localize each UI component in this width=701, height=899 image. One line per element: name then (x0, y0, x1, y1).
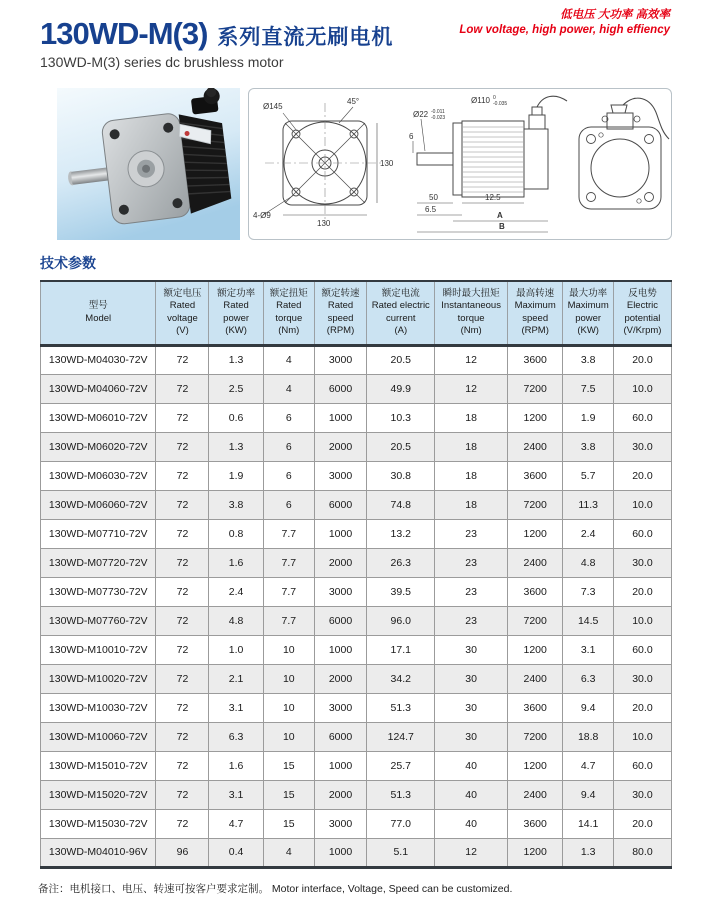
dim-key-width: 6 (409, 132, 414, 141)
cell-value: 5.1 (367, 838, 435, 867)
cell-value: 15 (263, 780, 314, 809)
cell-value: 6 (263, 403, 314, 432)
cell-value: 4.7 (563, 751, 613, 780)
dimension-drawing (249, 89, 671, 239)
motor-photo-illustration (57, 88, 240, 240)
dim-shaft-len: 50 (429, 193, 438, 202)
cell-value: 1000 (314, 403, 366, 432)
table-row (41, 374, 672, 403)
column-header: 反电势 Electric potential (V/Krpm) (613, 281, 671, 345)
cell-value: 12 (435, 345, 508, 374)
cell-value: 9.4 (563, 693, 613, 722)
cell-value: 30 (435, 635, 508, 664)
cell-model: 130WD-M10010-72V (41, 635, 156, 664)
section-title: 技术参数 (40, 255, 96, 271)
cell-value: 30 (435, 722, 508, 751)
cell-value: 1.6 (209, 548, 263, 577)
cell-value: 3600 (507, 345, 563, 374)
cell-value: 3.8 (563, 345, 613, 374)
cell-value: 18 (435, 403, 508, 432)
cell-value: 7200 (507, 374, 563, 403)
cell-value: 7.7 (263, 548, 314, 577)
dim-shaft-dia: Ø22 (413, 110, 429, 119)
cell-value: 1200 (507, 751, 563, 780)
cell-value: 6000 (314, 722, 366, 751)
dim-body-dia: Ø110 (471, 96, 490, 105)
page-header (40, 16, 393, 70)
cell-value: 72 (156, 577, 209, 606)
cell-value: 74.8 (367, 490, 435, 519)
cell-value: 0.6 (209, 403, 263, 432)
cell-value: 72 (156, 490, 209, 519)
cell-value: 1.3 (563, 838, 613, 867)
cell-value: 7200 (507, 722, 563, 751)
footnote-cn: 备注：电机接口、电压、转速可按客户要求定制。 (38, 883, 269, 895)
cell-value: 72 (156, 635, 209, 664)
cell-value: 20.0 (613, 461, 671, 490)
dimension-drawing-panel (248, 88, 672, 240)
cell-value: 26.3 (367, 548, 435, 577)
spec-table-body (41, 345, 672, 867)
table-row (41, 461, 672, 490)
cell-value: 6.3 (209, 722, 263, 751)
table-row (41, 548, 672, 577)
cell-value: 40 (435, 780, 508, 809)
cell-model: 130WD-M06060-72V (41, 490, 156, 519)
tagline-en: Low voltage, high power, high effiency (459, 24, 670, 36)
cell-value: 3600 (507, 461, 563, 490)
cell-value: 7.7 (263, 606, 314, 635)
cell-model: 130WD-M04010-96V (41, 838, 156, 867)
cell-model: 130WD-M10030-72V (41, 693, 156, 722)
cell-value: 7.3 (563, 577, 613, 606)
cell-value: 23 (435, 548, 508, 577)
cell-value: 72 (156, 780, 209, 809)
cell-model: 130WD-M06030-72V (41, 461, 156, 490)
cell-model: 130WD-M15010-72V (41, 751, 156, 780)
cell-value: 2.5 (209, 374, 263, 403)
cell-value: 60.0 (613, 751, 671, 780)
cell-value: 3.8 (209, 490, 263, 519)
cell-value: 7.7 (263, 577, 314, 606)
cell-value: 1200 (507, 519, 563, 548)
cell-value: 2000 (314, 432, 366, 461)
cell-model: 130WD-M07760-72V (41, 606, 156, 635)
cell-value: 80.0 (613, 838, 671, 867)
dim-shaft-tol-lower: -0.023 (431, 115, 446, 121)
spec-table-head (41, 281, 672, 345)
cell-value: 1.0 (209, 635, 263, 664)
tagline-cn: 低电压 大功率 高效率 (560, 9, 670, 21)
cell-value: 72 (156, 461, 209, 490)
series-title-cn: 系列直流无刷电机 (217, 26, 394, 49)
column-header: 型号 Model (41, 281, 156, 345)
cell-value: 1.3 (209, 432, 263, 461)
table-row (41, 780, 672, 809)
column-header: 额定电压 Rated voltage (V) (156, 281, 209, 345)
cell-value: 60.0 (613, 519, 671, 548)
cell-value: 72 (156, 403, 209, 432)
cell-value: 12 (435, 838, 508, 867)
cell-value: 2400 (507, 432, 563, 461)
cell-value: 4 (263, 838, 314, 867)
cell-value: 18 (435, 490, 508, 519)
dim-width: 130 (317, 219, 331, 228)
cell-value: 4.8 (563, 548, 613, 577)
cell-value: 1000 (314, 635, 366, 664)
cell-value: 72 (156, 374, 209, 403)
cell-value: 10.0 (613, 374, 671, 403)
cell-value: 0.4 (209, 838, 263, 867)
cell-value: 34.2 (367, 664, 435, 693)
cell-value: 20.0 (613, 693, 671, 722)
cell-value: 60.0 (613, 635, 671, 664)
cell-value: 3.1 (209, 780, 263, 809)
cell-value: 72 (156, 606, 209, 635)
table-row (41, 664, 672, 693)
cell-value: 6 (263, 490, 314, 519)
cell-value: 4 (263, 345, 314, 374)
cell-value: 60.0 (613, 403, 671, 432)
cell-value: 20.0 (613, 809, 671, 838)
cell-value: 2.1 (209, 664, 263, 693)
cell-value: 51.3 (367, 780, 435, 809)
column-header: 最大功率 Maximum power (KW) (563, 281, 613, 345)
cell-value: 10.0 (613, 606, 671, 635)
cell-value: 10 (263, 693, 314, 722)
cell-value: 18 (435, 432, 508, 461)
cell-value: 51.3 (367, 693, 435, 722)
tagline (459, 8, 670, 38)
cell-value: 3.1 (563, 635, 613, 664)
cell-value: 6000 (314, 606, 366, 635)
cell-value: 2.4 (209, 577, 263, 606)
column-header: 额定转速 Rated speed (RPM) (314, 281, 366, 345)
cell-value: 10 (263, 635, 314, 664)
cell-model: 130WD-M06010-72V (41, 403, 156, 432)
cell-value: 7.5 (563, 374, 613, 403)
cell-value: 1000 (314, 519, 366, 548)
cell-value: 124.7 (367, 722, 435, 751)
cell-model: 130WD-M15030-72V (41, 809, 156, 838)
side-view-drawing (409, 95, 567, 232)
cell-value: 5.7 (563, 461, 613, 490)
page-title (40, 16, 393, 52)
cell-value: 1.9 (209, 461, 263, 490)
cell-value: 2400 (507, 664, 563, 693)
cell-value: 30 (435, 693, 508, 722)
cell-value: 3600 (507, 809, 563, 838)
cell-value: 7200 (507, 606, 563, 635)
cell-value: 49.9 (367, 374, 435, 403)
cell-value: 2400 (507, 548, 563, 577)
front-view-drawing (253, 97, 394, 228)
cell-value: 13.2 (367, 519, 435, 548)
cell-value: 30.0 (613, 432, 671, 461)
cell-value: 11.3 (563, 490, 613, 519)
cell-value: 20.5 (367, 345, 435, 374)
cell-value: 96 (156, 838, 209, 867)
cell-model: 130WD-M15020-72V (41, 780, 156, 809)
cell-value: 12 (435, 374, 508, 403)
cell-value: 72 (156, 519, 209, 548)
cell-value: 10.3 (367, 403, 435, 432)
cell-value: 23 (435, 606, 508, 635)
dim-shaft-tol-upper: -0.011 (431, 109, 445, 115)
cell-value: 40 (435, 809, 508, 838)
cell-value: 77.0 (367, 809, 435, 838)
dim-len-b: B (499, 222, 505, 231)
spec-table-header-row (41, 281, 672, 345)
table-row (41, 838, 672, 867)
dim-hole-angle: 45° (347, 97, 360, 106)
cell-model: 130WD-M07720-72V (41, 548, 156, 577)
cell-value: 30.8 (367, 461, 435, 490)
series-subtitle-en: 130WD-M(3) series dc brushless motor (40, 54, 284, 70)
cell-value: 2000 (314, 780, 366, 809)
cell-value: 17.1 (367, 635, 435, 664)
spec-table (40, 280, 672, 869)
column-header: 额定扭矩 Rated torque (Nm) (263, 281, 314, 345)
cell-value: 6 (263, 461, 314, 490)
cell-value: 4.8 (209, 606, 263, 635)
dim-front-step: 12.5 (485, 193, 501, 202)
model-series-title: 130WD-M(3) (40, 16, 208, 51)
cell-value: 10.0 (613, 490, 671, 519)
table-row (41, 722, 672, 751)
footnote-en: Motor interface, Voltage, Speed can be customized. (271, 883, 513, 895)
table-row (41, 519, 672, 548)
cell-value: 3.1 (209, 693, 263, 722)
cell-value: 10 (263, 722, 314, 751)
table-row (41, 345, 672, 374)
cell-model: 130WD-M04030-72V (41, 345, 156, 374)
cell-value: 15 (263, 809, 314, 838)
table-row (41, 577, 672, 606)
cell-value: 72 (156, 548, 209, 577)
cell-value: 2400 (507, 780, 563, 809)
cell-value: 4.7 (209, 809, 263, 838)
cell-value: 20.0 (613, 577, 671, 606)
cell-value: 30 (435, 664, 508, 693)
motor-photo (57, 88, 240, 240)
cell-value: 18.8 (563, 722, 613, 751)
cell-value: 7.7 (263, 519, 314, 548)
cell-value: 4 (263, 374, 314, 403)
cell-value: 3.8 (563, 432, 613, 461)
cell-value: 20.0 (613, 345, 671, 374)
table-row (41, 606, 672, 635)
cell-value: 20.5 (367, 432, 435, 461)
cell-model: 130WD-M10060-72V (41, 722, 156, 751)
dim-body-tol-lower: -0.035 (493, 101, 508, 107)
cell-value: 14.1 (563, 809, 613, 838)
cell-value: 9.4 (563, 780, 613, 809)
table-row (41, 403, 672, 432)
rear-view-drawing (579, 98, 669, 209)
cell-value: 1.6 (209, 751, 263, 780)
cell-value: 18 (435, 461, 508, 490)
cell-value: 30.0 (613, 548, 671, 577)
dim-flange-dia: Ø145 (263, 102, 283, 111)
cell-value: 0.8 (209, 519, 263, 548)
cell-value: 14.5 (563, 606, 613, 635)
cell-value: 72 (156, 751, 209, 780)
cell-model: 130WD-M07730-72V (41, 577, 156, 606)
cell-value: 1200 (507, 838, 563, 867)
cell-value: 2000 (314, 548, 366, 577)
cell-value: 1000 (314, 838, 366, 867)
cell-value: 6000 (314, 374, 366, 403)
cell-value: 3000 (314, 809, 366, 838)
cell-model: 130WD-M07710-72V (41, 519, 156, 548)
cell-value: 72 (156, 722, 209, 751)
cell-value: 2000 (314, 664, 366, 693)
cell-value: 10 (263, 664, 314, 693)
cell-value: 72 (156, 693, 209, 722)
dim-holes: 4-Ø9 (253, 211, 271, 220)
cell-value: 2.4 (563, 519, 613, 548)
cell-value: 6 (263, 432, 314, 461)
cell-value: 72 (156, 345, 209, 374)
dim-body-tol-upper: 0 (493, 95, 496, 101)
dim-len-a: A (497, 211, 503, 220)
cell-value: 72 (156, 664, 209, 693)
dim-shaft-step: 6.5 (425, 205, 437, 214)
cell-model: 130WD-M06020-72V (41, 432, 156, 461)
cell-value: 15 (263, 751, 314, 780)
cell-value: 3000 (314, 693, 366, 722)
table-row (41, 693, 672, 722)
table-row (41, 490, 672, 519)
cell-value: 3600 (507, 577, 563, 606)
table-row (41, 751, 672, 780)
cell-value: 6000 (314, 490, 366, 519)
cell-value: 7200 (507, 490, 563, 519)
table-row (41, 809, 672, 838)
cell-value: 40 (435, 751, 508, 780)
cell-model: 130WD-M10020-72V (41, 664, 156, 693)
cell-value: 3000 (314, 461, 366, 490)
cell-value: 1.3 (209, 345, 263, 374)
cell-value: 6.3 (563, 664, 613, 693)
cell-value: 96.0 (367, 606, 435, 635)
cell-value: 23 (435, 519, 508, 548)
column-header: 额定电流 Rated electric current (A) (367, 281, 435, 345)
column-header: 最高转速 Maximum speed (RPM) (507, 281, 563, 345)
cell-value: 10.0 (613, 722, 671, 751)
cell-value: 3000 (314, 577, 366, 606)
column-header: 额定功率 Rated power (KW) (209, 281, 263, 345)
cell-value: 1200 (507, 635, 563, 664)
column-header: 瞬时最大扭矩 Instantaneous torque (Nm) (435, 281, 508, 345)
cell-value: 30.0 (613, 664, 671, 693)
cell-value: 1000 (314, 751, 366, 780)
cell-value: 23 (435, 577, 508, 606)
cell-value: 30.0 (613, 780, 671, 809)
cell-value: 1.9 (563, 403, 613, 432)
cell-value: 25.7 (367, 751, 435, 780)
cell-value: 3600 (507, 693, 563, 722)
cell-value: 1200 (507, 403, 563, 432)
cell-value: 3000 (314, 345, 366, 374)
dim-height: 130 (380, 159, 394, 168)
cell-value: 39.5 (367, 577, 435, 606)
footnote (38, 881, 512, 896)
cell-value: 72 (156, 432, 209, 461)
cell-model: 130WD-M04060-72V (41, 374, 156, 403)
table-row (41, 635, 672, 664)
table-row (41, 432, 672, 461)
cell-value: 72 (156, 809, 209, 838)
